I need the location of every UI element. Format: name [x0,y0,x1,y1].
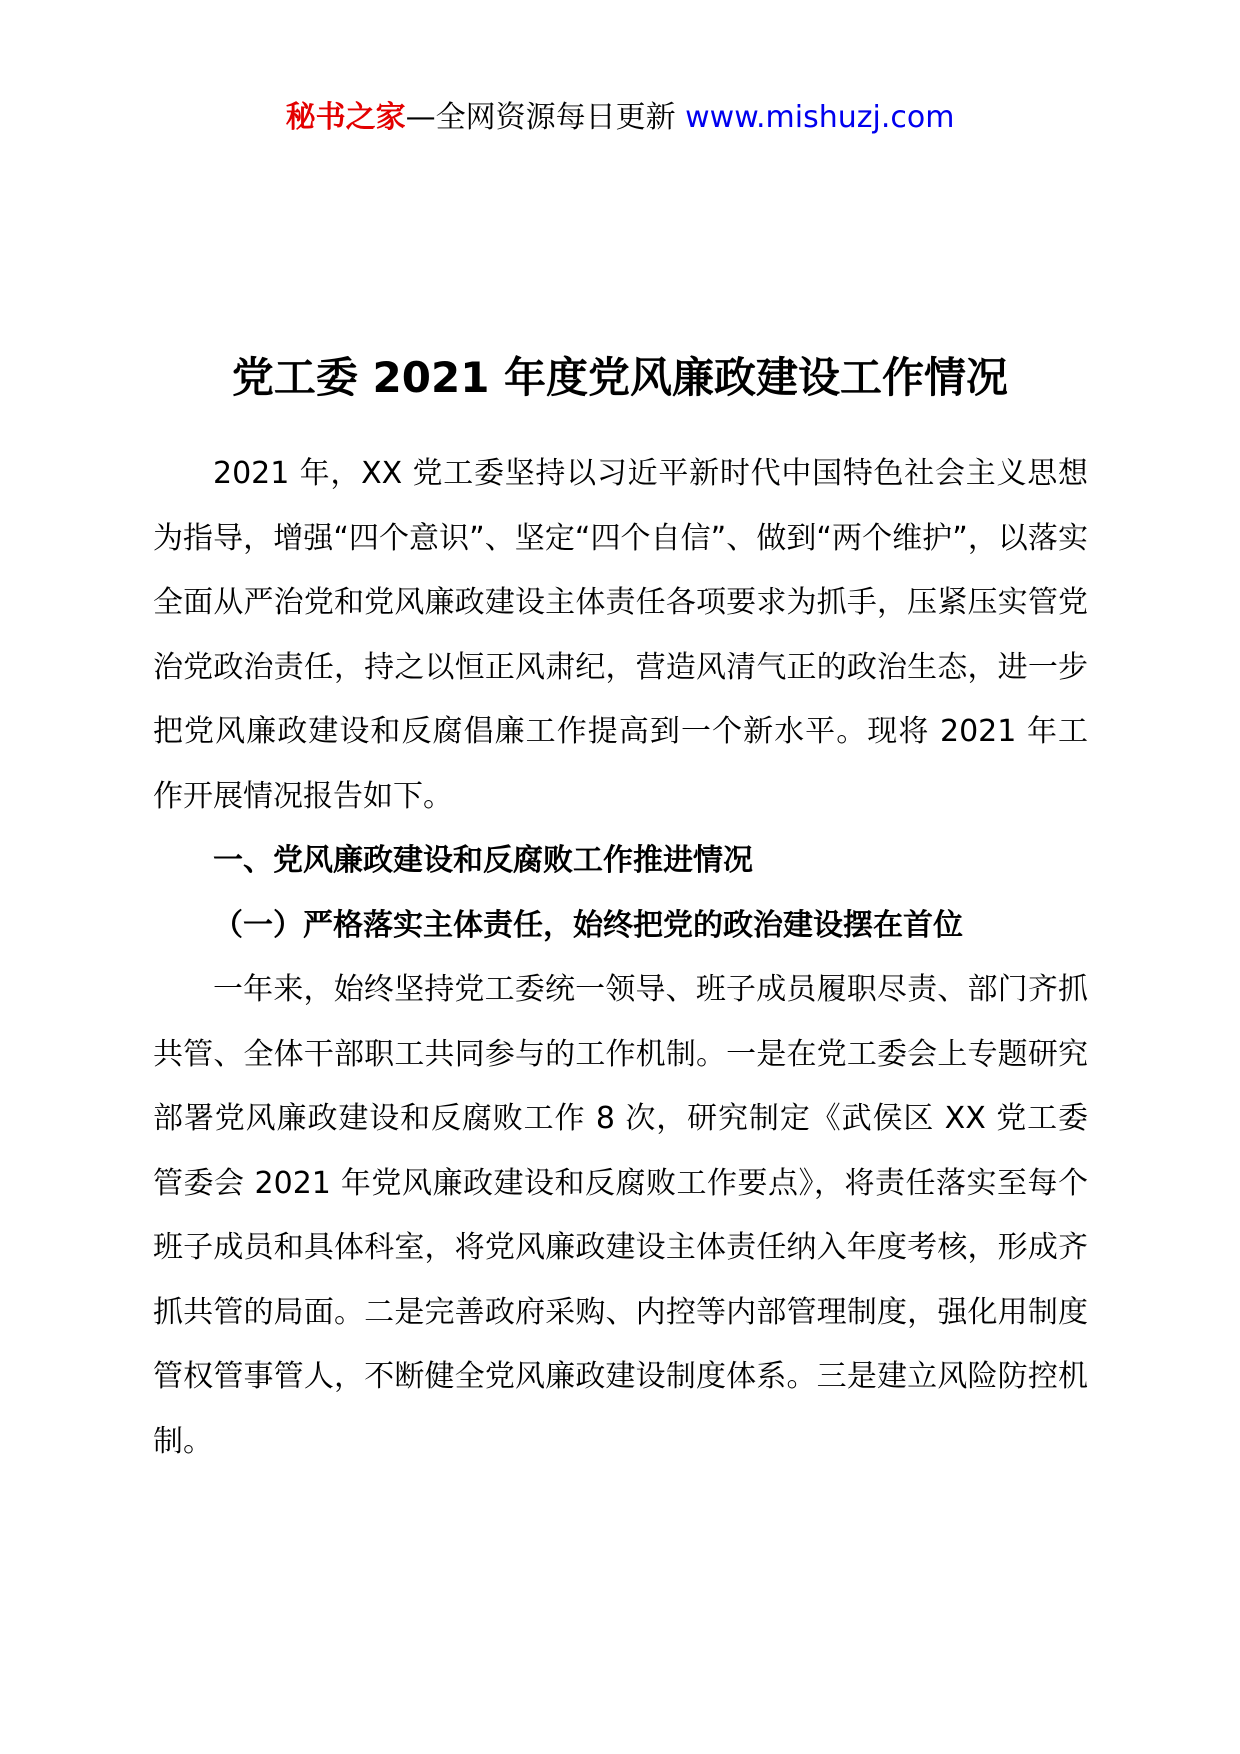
subsection-heading: （一）严格落实主体责任，始终把党的政治建设摆在首位 [213,907,963,943]
document-title: 党工委 2021 年度党风廉政建设工作情况 [231,353,1009,402]
intro-paragraph: 2021 年，XX 党工委坚持以习近平新时代中国特色社会主义思想为指导，增强“四个意识”、坚定“四个自信”、做到“两个维护”，以落实全面从严治党和党风廉政建设主体责任各项要求为抓手，压紧压实管党治党政治责任，持之以恒正风肃纪，营造风清气正的政治生态，进一步把党风廉政建设和反腐倡廉工作提高到一个新水平。现将 2021 年工作开展情况报告如下。 [153,456,1088,814]
header-tagline: —全网资源每日更新 [405,100,686,135]
page-header [0,98,1240,138]
header-brand: 秘书之家 [285,100,406,135]
section-heading: 一、党风廉政建设和反腐败工作推进情况 [213,843,753,878]
header-site-link[interactable]: www.mishuzj.com [685,100,955,135]
body-paragraph: 一年来，始终坚持党工委统一领导、班子成员履职尽责、部门齐抓共管、全体干部职工共同参与的工作机制。一是在党工委会上专题研究部署党风廉政建设和反腐败工作 8 次，研究制定《武侯区 XX 党工委管委会 2021 年党风廉政建设和反腐败工作要点》，将责任落实至每个班子成员和具体科室，将党风廉政建设主体责任纳入年度考核，形成齐抓共管的局面。二是完善政府采购、内控等内部管理制度，强化用制度管权管事管人，不断健全党风廉政建设制度体系。三是建立风险防控机制。 [153,972,1088,1459]
document-body [153,442,1088,1474]
